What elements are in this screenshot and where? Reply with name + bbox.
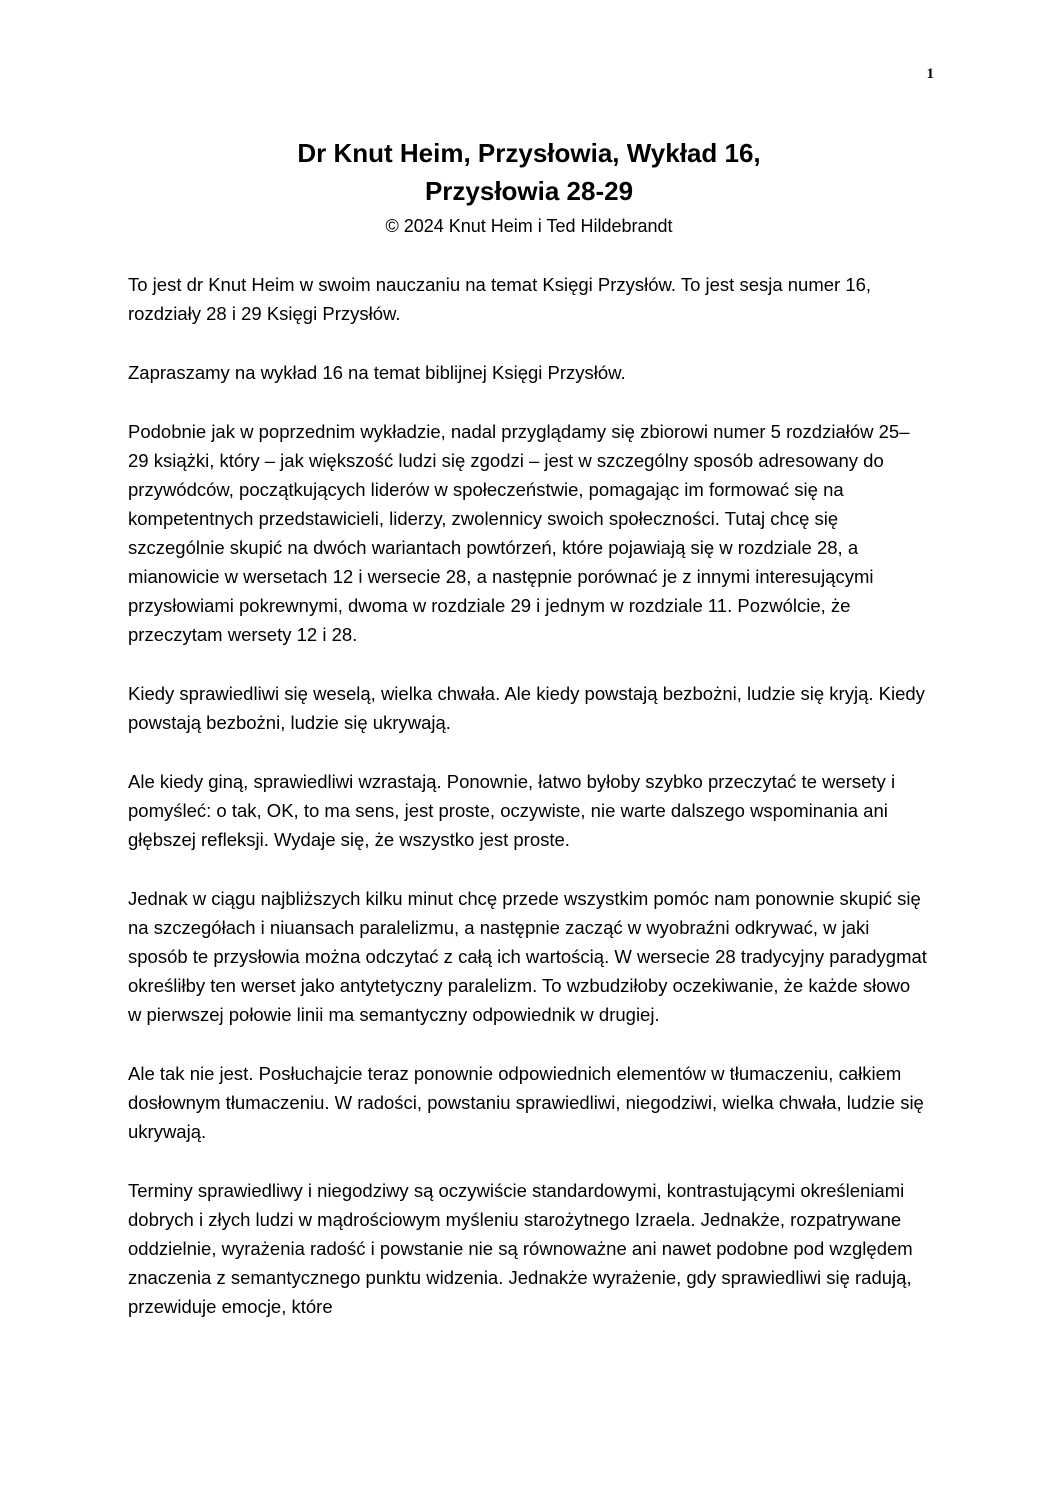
title-block <box>100 134 958 240</box>
paragraph: Kiedy sprawiedliwi się weselą, wielka chwała. Ale kiedy powstają bezbożni, ludzie się kryją. Kiedy powstają bezbożni, ludzie się ukrywają. <box>128 683 925 733</box>
paragraph: Ale tak nie jest. Posłuchajcie teraz ponownie odpowiednich elementów w tłumaczeniu, całkiem dosłownym tłumaczeniu. W radości, powstaniu sprawiedliwi, niegodziwi, wielka chwała, ludzie się ukrywają. <box>128 1063 924 1142</box>
paragraph: Jednak w ciągu najbliższych kilku minut chcę przede wszystkim pomóc nam ponownie skupić się na szczegółach i niuansach paralelizmu, a następnie zacząć w wyobraźni odkrywać, w jaki sposób te przysłowia można odczytać z całą ich wartością. W wersecie 28 tradycyjny paradygmat określiłby ten werset jako antytetyczny paralelizm. To wzbudziłoby oczekiwanie, że każde słowo w pierwszej połowie linii ma semantyczny odpowiednik w drugiej. <box>128 888 927 1025</box>
page-title-line-1: Dr Knut Heim, Przysłowia, Wykład 16, <box>297 138 761 168</box>
paragraph: Ale kiedy giną, sprawiedliwi wzrastają. Ponownie, łatwo byłoby szybko przeczytać te wersety i pomyśleć: o tak, OK, to ma sens, jest proste, oczywiste, nie warte dalszego wspominania ani głębszej refleksji. Wydaje się, że wszystko jest proste. <box>128 771 896 850</box>
page-number: 1 <box>926 66 934 82</box>
paragraph: To jest dr Knut Heim w swoim nauczaniu na temat Księgi Przysłów. To jest sesja numer 16, rozdziały 28 i 29 Księgi Przysłów. <box>128 274 872 324</box>
paragraph: Zapraszamy na wykład 16 na temat biblijnej Księgi Przysłów. <box>128 362 626 383</box>
page-title-line-2: Przysłowia 28-29 <box>424 176 634 206</box>
paragraph: Terminy sprawiedliwy i niegodziwy są oczywiście standardowymi, kontrastującymi określeniami dobrych i złych ludzi w mądrościowym myśleniu starożytnego Izraela. Jednakże, rozpatrywane oddzielnie, wyrażenia radość i powstanie nie są równoważne ani nawet podobne pod względem znaczenia z semantycznego punktu widzenia. Jednakże wyrażenie, gdy sprawiedliwi się radują, przewiduje emocje, które <box>128 1180 913 1317</box>
copyright-notice: © 2024 Knut Heim i Ted Hildebrandt <box>385 216 673 236</box>
paragraph: Podobnie jak w poprzednim wykładzie, nadal przyglądamy się zbiorowi numer 5 rozdziałów 25–29 książki, który – jak większość ludzi się zgodzi – jest w szczególny sposób adresowany do przywódców, początkujących liderów w społeczeństwie, pomagając im formować się na kompetentnych przedstawicieli, liderzy, zwolennicy swoich społeczności. Tutaj chcę się szczególnie skupić na dwóch wariantach powtórzeń, które pojawiają się w rozdziale 28, a mianowicie w wersetach 12 i wersecie 28, a następnie porównać je z innymi interesującymi przysłowiami pokrewnymi, dwoma w rozdziale 29 i jednym w rozdziale 11. Pozwólcie, że przeczytam wersety 12 i 28. <box>128 421 910 645</box>
body-text <box>128 270 928 1351</box>
